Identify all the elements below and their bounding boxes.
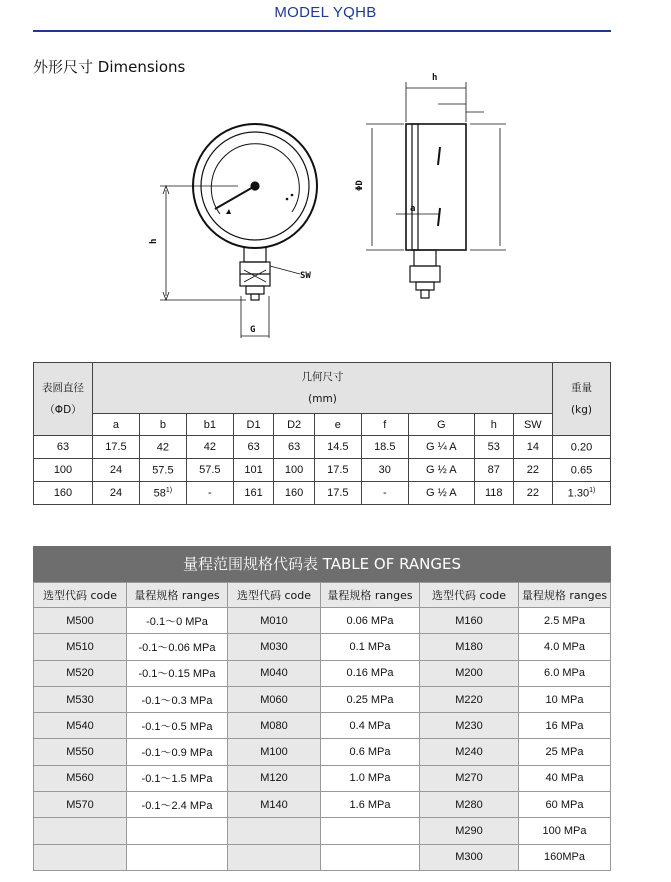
range-code-cell: M300	[420, 844, 519, 870]
range-code-cell	[34, 818, 127, 844]
label-SW: SW	[300, 271, 311, 281]
ranges-header: 量程规格 ranges	[321, 583, 420, 608]
range-value-cell: -0.1～0 MPa	[127, 608, 228, 634]
cell-dial: 160	[34, 482, 93, 505]
cell-b: 42	[139, 436, 186, 459]
range-code-cell: M560	[34, 765, 127, 791]
ranges-table-title: 量程范围规格代码表 TABLE OF RANGES	[33, 546, 611, 582]
table-row	[34, 608, 611, 634]
cell-f: -	[361, 482, 408, 505]
cell-h: 53	[474, 436, 513, 459]
table-row	[34, 844, 611, 870]
cell-weight: 0.65	[553, 459, 611, 482]
cell-dial: 63	[34, 436, 93, 459]
range-value-cell: -0.1～0.3 MPa	[127, 686, 228, 712]
range-value-cell: 0.1 MPa	[321, 634, 420, 660]
sub-header: e	[314, 414, 361, 436]
range-value-cell: -0.1～1.5 MPa	[127, 765, 228, 791]
range-code-cell: M240	[420, 739, 519, 765]
cell-D2: 63	[274, 436, 315, 459]
range-value-cell: -0.1～0.9 MPa	[127, 739, 228, 765]
cell-G: G ¼ A	[408, 436, 474, 459]
dial-pointer	[215, 186, 255, 209]
range-value-cell: 40 MPa	[519, 765, 611, 791]
range-code-cell: M510	[34, 634, 127, 660]
range-value-cell	[321, 818, 420, 844]
range-code-cell: M220	[420, 686, 519, 712]
range-value-cell: -0.1～2.4 MPa	[127, 792, 228, 818]
label-h-side: h	[149, 238, 159, 244]
cell-dial: 100	[34, 459, 93, 482]
table-row	[34, 660, 611, 686]
sub-header: G	[408, 414, 474, 436]
range-value-cell: 25 MPa	[519, 739, 611, 765]
cell-h: 87	[474, 459, 513, 482]
table-row	[34, 686, 611, 712]
ranges-header: 选型代码 code	[34, 583, 127, 608]
cell-a: 24	[93, 482, 140, 505]
range-code-cell: M570	[34, 792, 127, 818]
range-code-cell: M520	[34, 660, 127, 686]
range-value-cell: 10 MPa	[519, 686, 611, 712]
range-value-cell: 100 MPa	[519, 818, 611, 844]
ranges-header: 量程规格 ranges	[519, 583, 611, 608]
table-row	[34, 818, 611, 844]
range-code-cell: M060	[228, 686, 321, 712]
sub-header: D1	[233, 414, 274, 436]
label-h-top: h	[432, 73, 438, 83]
range-value-cell: 160MPa	[519, 844, 611, 870]
range-code-cell: M100	[228, 739, 321, 765]
sub-header: f	[361, 414, 408, 436]
range-value-cell: -0.1～0.5 MPa	[127, 713, 228, 739]
range-code-cell	[228, 818, 321, 844]
table-row	[34, 459, 611, 482]
range-code-cell: M180	[420, 634, 519, 660]
range-code-cell: M040	[228, 660, 321, 686]
range-code-cell: M550	[34, 739, 127, 765]
range-code-cell: M530	[34, 686, 127, 712]
case-side	[406, 124, 466, 250]
range-value-cell: 6.0 MPa	[519, 660, 611, 686]
label-a: a	[410, 204, 416, 214]
sub-header: b1	[186, 414, 233, 436]
sub-header: D2	[274, 414, 315, 436]
range-value-cell	[127, 844, 228, 870]
cell-e: 17.5	[314, 482, 361, 505]
range-value-cell: 0.4 MPa	[321, 713, 420, 739]
dimensions-table	[33, 362, 611, 505]
cell-e: 17.5	[314, 459, 361, 482]
cell-SW: 22	[513, 459, 552, 482]
range-value-cell: 0.6 MPa	[321, 739, 420, 765]
table-row	[34, 792, 611, 818]
cell-f: 18.5	[361, 436, 408, 459]
range-value-cell: 4.0 MPa	[519, 634, 611, 660]
ranges-header: 量程规格 ranges	[127, 583, 228, 608]
col-dial-header: 表圆直径 （ΦD）	[34, 363, 93, 436]
cell-G: G ½ A	[408, 459, 474, 482]
model-title: MODEL YQHB	[274, 4, 377, 21]
cell-D1: 161	[233, 482, 274, 505]
sub-header: h	[474, 414, 513, 436]
range-code-cell: M160	[420, 608, 519, 634]
label-phiD: ΦD	[355, 180, 365, 191]
range-value-cell: 2.5 MPa	[519, 608, 611, 634]
ranges-header: 选型代码 code	[228, 583, 321, 608]
cell-b1: 42	[186, 436, 233, 459]
cell-weight: 0.20	[553, 436, 611, 459]
range-code-cell: M290	[420, 818, 519, 844]
range-code-cell: M540	[34, 713, 127, 739]
cell-weight: 1.30$^{1)}$	[553, 482, 611, 505]
range-code-cell	[228, 844, 321, 870]
range-value-cell: -0.1～0.06 MPa	[127, 634, 228, 660]
cell-D1: 63	[233, 436, 274, 459]
table-row	[34, 482, 611, 505]
range-value-cell: 16 MPa	[519, 713, 611, 739]
range-code-cell: M270	[420, 765, 519, 791]
range-code-cell: M140	[228, 792, 321, 818]
cell-e: 14.5	[314, 436, 361, 459]
range-code-cell: M230	[420, 713, 519, 739]
cell-SW: 22	[513, 482, 552, 505]
cell-f: 30	[361, 459, 408, 482]
range-value-cell	[127, 818, 228, 844]
cell-h: 118	[474, 482, 513, 505]
range-value-cell: 1.6 MPa	[321, 792, 420, 818]
range-code-cell: M010	[228, 608, 321, 634]
col-geom-header: 几何尺寸 (mm)	[93, 363, 553, 414]
cell-G: G ½ A	[408, 482, 474, 505]
range-value-cell: 1.0 MPa	[321, 765, 420, 791]
table-row	[34, 713, 611, 739]
range-value-cell: 60 MPa	[519, 792, 611, 818]
range-value-cell	[321, 844, 420, 870]
table-row	[34, 634, 611, 660]
sub-header: SW	[513, 414, 552, 436]
gauge-drawing	[0, 0, 671, 360]
sub-header: a	[93, 414, 140, 436]
table-row	[34, 765, 611, 791]
ranges-table	[33, 582, 611, 871]
range-code-cell: M280	[420, 792, 519, 818]
cell-D1: 101	[233, 459, 274, 482]
range-value-cell: 0.25 MPa	[321, 686, 420, 712]
cell-SW: 14	[513, 436, 552, 459]
table-row	[34, 436, 611, 459]
cell-b1: 57.5	[186, 459, 233, 482]
range-value-cell: -0.1～0.15 MPa	[127, 660, 228, 686]
sub-header: b	[139, 414, 186, 436]
table-row	[34, 739, 611, 765]
range-code-cell: M080	[228, 713, 321, 739]
range-value-cell: 0.16 MPa	[321, 660, 420, 686]
col-weight-header: 重量 (kg)	[553, 363, 611, 436]
range-value-cell: 0.06 MPa	[321, 608, 420, 634]
range-code-cell: M120	[228, 765, 321, 791]
cell-a: 24	[93, 459, 140, 482]
cell-b: 57.5	[139, 459, 186, 482]
cell-D2: 100	[274, 459, 315, 482]
range-code-cell: M200	[420, 660, 519, 686]
ranges-header: 选型代码 code	[420, 583, 519, 608]
label-G: G	[250, 325, 256, 335]
cell-a: 17.5	[93, 436, 140, 459]
cell-b1: -	[186, 482, 233, 505]
range-code-cell	[34, 844, 127, 870]
cell-b: 58$^{1)}$	[139, 482, 186, 505]
section-title: 外形尺寸 Dimensions	[33, 58, 186, 76]
range-code-cell: M500	[34, 608, 127, 634]
cell-D2: 160	[274, 482, 315, 505]
range-code-cell: M030	[228, 634, 321, 660]
